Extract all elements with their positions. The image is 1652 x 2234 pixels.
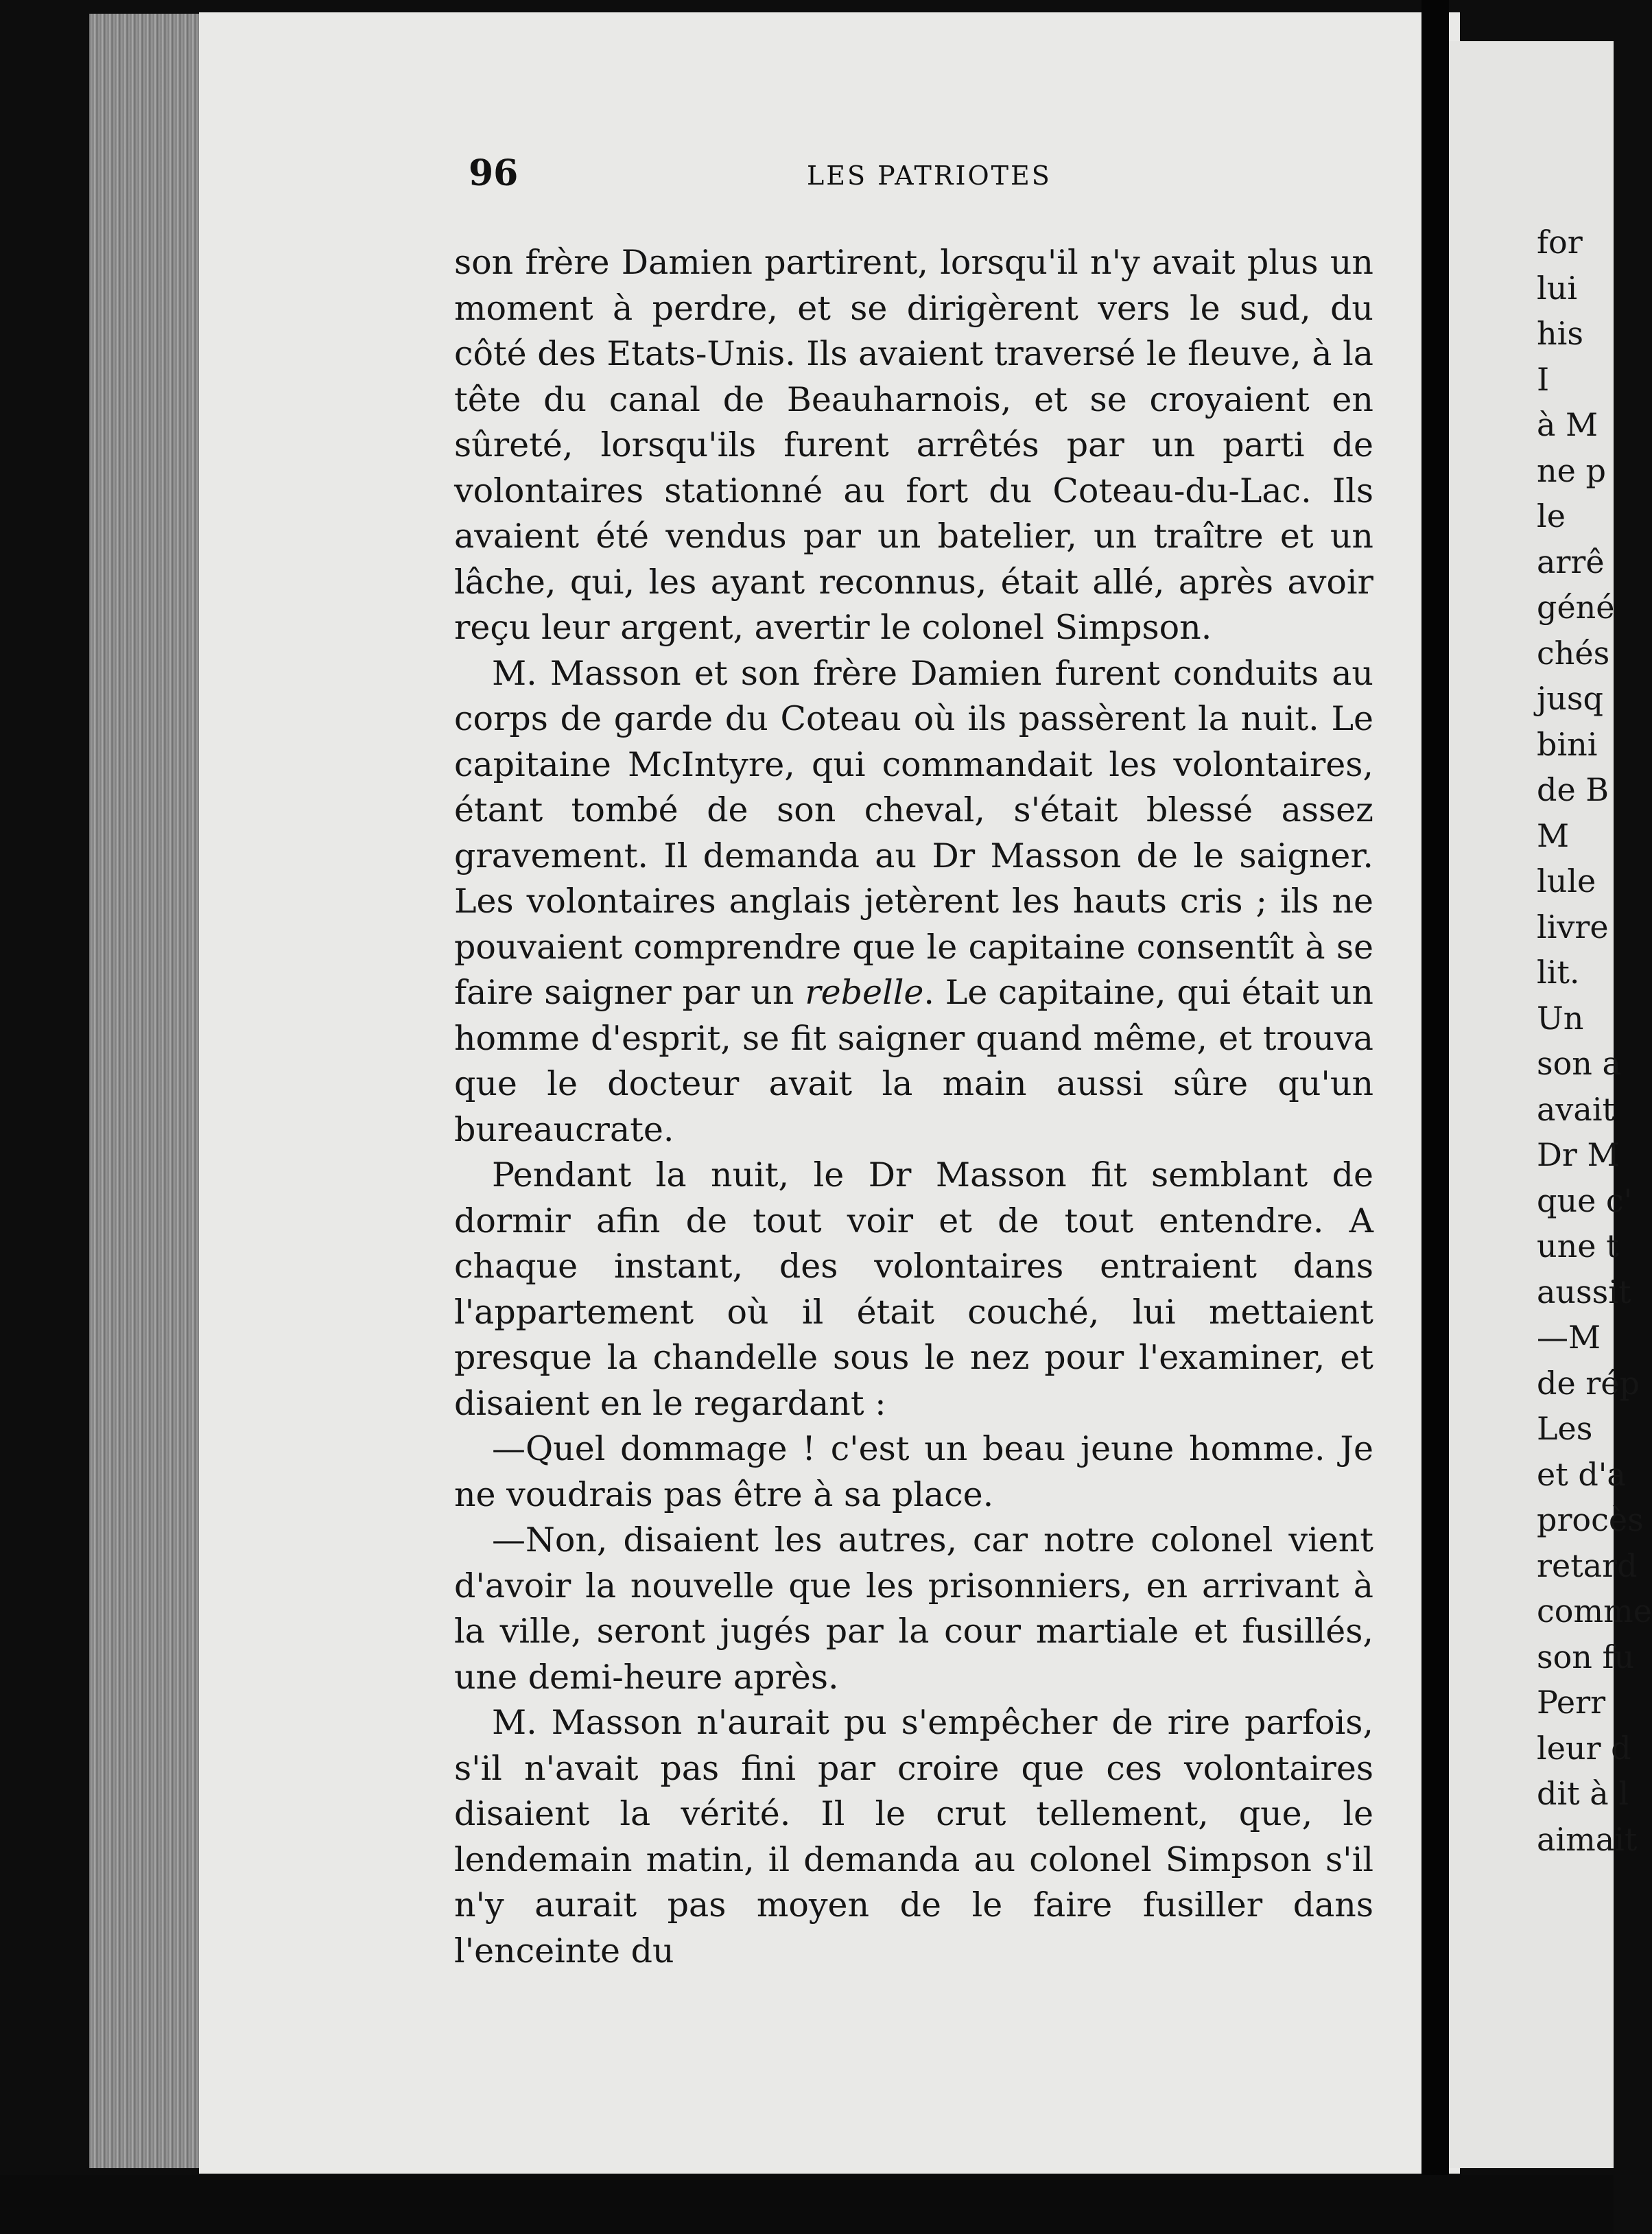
right-page-fragment: avait (1537, 1090, 1616, 1128)
book-spine (1421, 0, 1449, 2234)
right-page-fragment: Les (1537, 1410, 1593, 1447)
right-page-fragment: comme (1537, 1592, 1652, 1630)
paragraph: son frère Damien partirent, lorsqu'il n'y avait plus un moment à perdre, et se dirigèrent vers le sud, du côté des Etats-Unis. Ils avaient traversé le fleuve, à la tête du canal de Beauharnois, et se croyaient en sûreté, lorsqu'ils furent arrêtés par un parti de volontaires stationné au fort du Coteau-du-Lac. Ils avaient été vendus par un batelier, un traître et un lâche, qui, les ayant reconnus, était allé, après avoir reçu leur argent, avertir le colonel Simpson. (454, 243, 1373, 647)
right-page-fragment: for (1537, 224, 1583, 261)
right-page-fragment: bini (1537, 725, 1598, 763)
right-page-fragment: ne p (1537, 451, 1606, 489)
right-page-fragment: his (1537, 315, 1583, 352)
paragraph: M. Masson n'aurait pu s'empêcher de rire parfois, s'il n'avait pas fini par croire que ces volontaires disaient la vérité. Il le crut tellement, que, le lendemain matin, il demanda au colonel Simpson s'il n'y aurait pas moyen de le faire fusiller dans l'enceinte du (454, 1703, 1373, 1971)
right-page-fragment: Dr M (1537, 1136, 1620, 1173)
right-page-fragment: —M (1537, 1319, 1601, 1356)
right-page-fragment: lui (1537, 269, 1578, 307)
right-page-fragment: de B (1537, 771, 1609, 808)
right-page-fragment: arrê (1537, 543, 1605, 580)
bottom-shadow (0, 2175, 1614, 2234)
right-page-fragment: leur d (1537, 1729, 1631, 1767)
paragraph: —Non, disaient les autres, car notre colonel vient d'avoir la nouvelle que les prisonniers, en arrivant à la ville, seront jugés par la cour martiale et fusillés, une demi-heure après. (454, 1520, 1373, 1697)
right-page-fragment: livre (1537, 908, 1609, 945)
right-page-fragment: dit à l (1537, 1775, 1629, 1812)
right-page-fragment: de rép (1537, 1364, 1640, 1402)
right-page-fragment: aimait (1537, 1820, 1638, 1858)
right-page-fragment: lule (1537, 862, 1596, 900)
right-page-fragment: chés (1537, 634, 1610, 672)
right-page-fragment: procès (1537, 1501, 1644, 1538)
page-edges (89, 14, 206, 2168)
paragraph: Pendant la nuit, le Dr Masson fit semblant de dormir afin de tout voir et de tout entendre. A chaque instant, des volontaires entraient dans l'appartement où il était couché, lui mettaient presque la chandelle sous le nez pour l'examiner, et disaient en le regardant : (454, 1155, 1373, 1423)
right-page-fragment: son fu (1537, 1638, 1635, 1676)
right-page-fragment: que c' (1537, 1181, 1633, 1219)
right-page-fragment: une t (1537, 1227, 1619, 1265)
right-page-text (1537, 220, 1652, 1862)
right-page-fragment: et d'a (1537, 1455, 1626, 1493)
right-page-fragment: aussit (1537, 1273, 1631, 1310)
right-page-fragment: I (1537, 360, 1550, 398)
right-page-fragment: Un (1537, 999, 1584, 1037)
right-page-fragment: M (1537, 816, 1570, 854)
running-title: LES PATRIOTES (807, 161, 1052, 191)
right-page-fragment: Perr (1537, 1684, 1606, 1721)
right-page-fragment: géné (1537, 589, 1615, 626)
right-page-fragment: retard (1537, 1547, 1638, 1584)
right-page-fragment: à M (1537, 406, 1598, 443)
right-page-fragment: jusq (1537, 680, 1603, 717)
page-header (469, 152, 1381, 200)
paragraph: —Quel dommage ! c'est un beau jeune homme. Je ne voudrais pas être à sa place. (454, 1429, 1373, 1514)
right-page-fragment: le (1537, 497, 1566, 534)
paragraph: M. Masson et son frère Damien furent conduits au corps de garde du Coteau où ils passèrent la nuit. Le capitaine McIntyre, qui commandait les volontaires, étant tombé de son cheval, s'était blessé assez gravement. Il demanda au Dr Masson de le saigner. Les volontaires anglais jetèrent les hauts cris ; ils ne pouvaient comprendre que le capitaine consentît à se faire saigner par un rebelle. Le capitaine, qui était un homme d'esprit, se fit saigner quand même, et trouva que le docteur avait la main aussi sûre qu'un bureaucrate. (454, 653, 1373, 1149)
page-number: 96 (469, 152, 519, 194)
body-text (454, 240, 1373, 1974)
right-page-fragment: lit. (1537, 954, 1580, 991)
right-page-fragment: son a (1537, 1045, 1621, 1082)
